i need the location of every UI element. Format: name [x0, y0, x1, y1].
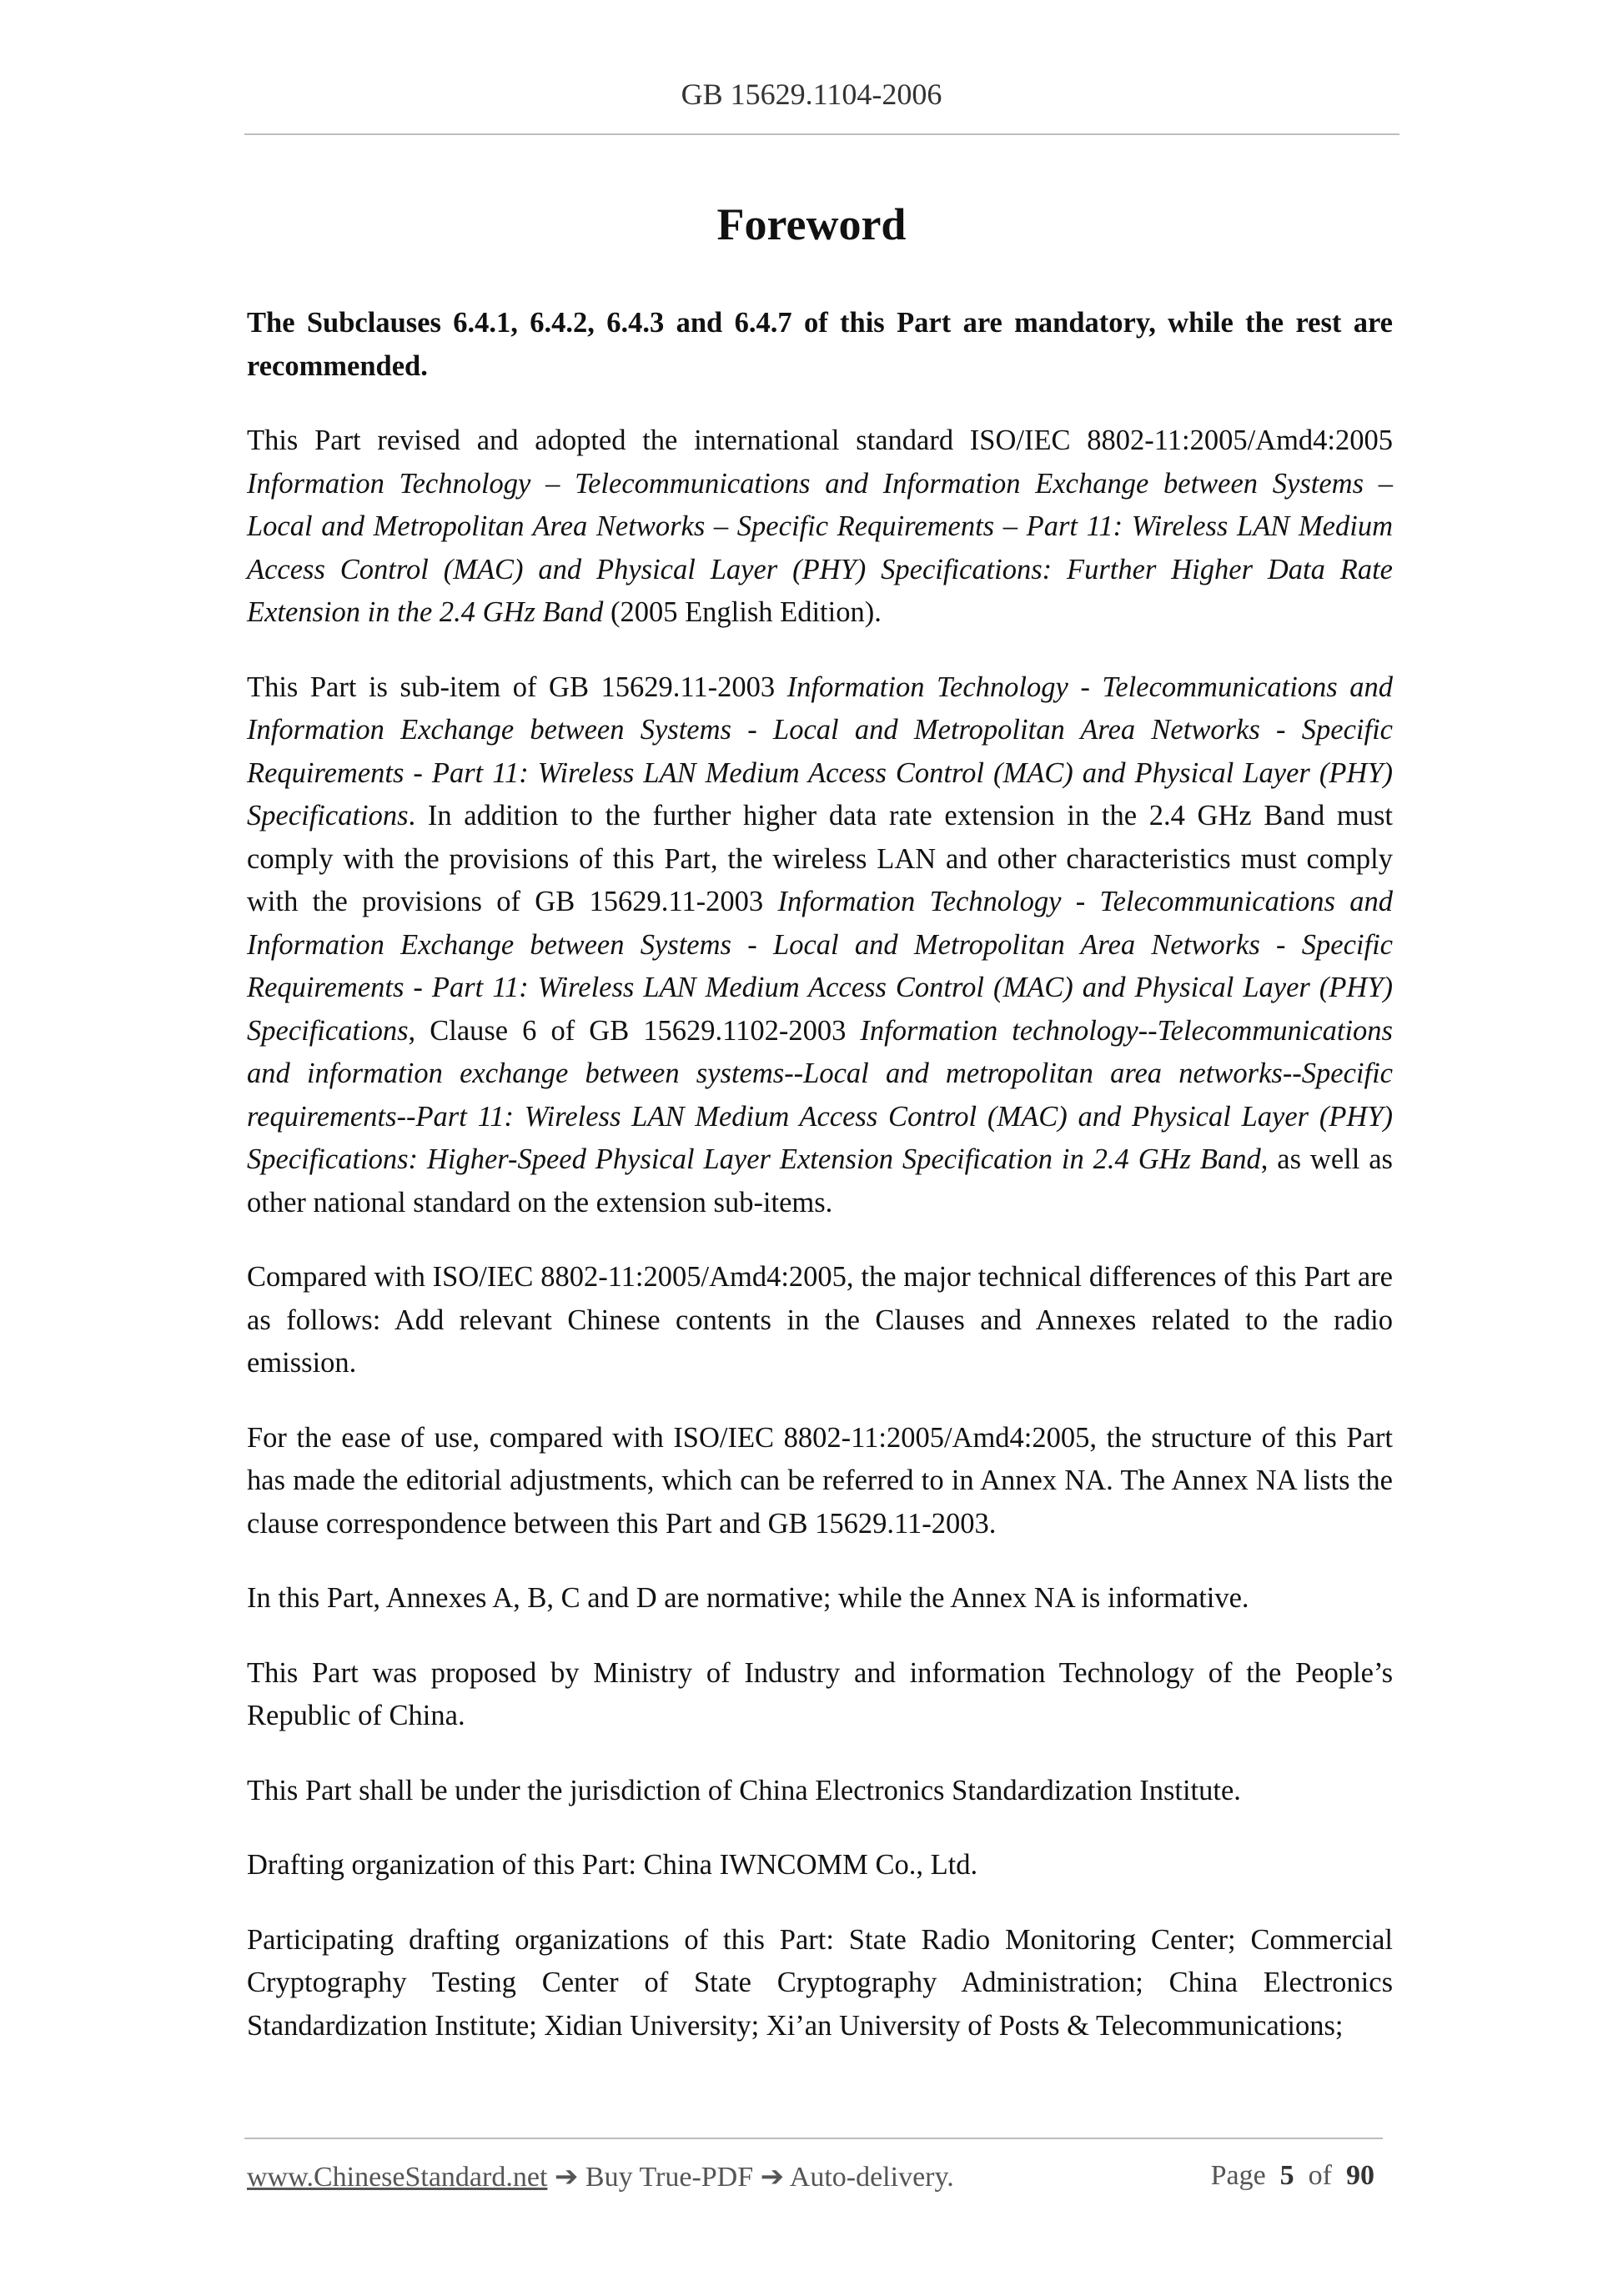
- total-pages-number: 90: [1346, 2160, 1374, 2191]
- paragraph-adoption-edition: (2005 English Edition).: [603, 596, 882, 628]
- page-title: Foreword: [716, 199, 907, 249]
- document-body: [247, 302, 1393, 2079]
- paragraph-sub-item: [247, 666, 1393, 1225]
- paragraph-sub-item-text-3: , Clause 6 of GB 15629.1102-2003: [408, 1014, 861, 1047]
- arrow-right-icon: ➔: [554, 2162, 579, 2193]
- page-counter: [1211, 2160, 1374, 2192]
- paragraph-adoption-text: This Part revised and adopted the international standard ISO/IEC 8802-11:2005/Amd4:2005: [247, 425, 1393, 456]
- paragraph-adoption-title: Information Technology – Telecommunications and Information Exchange between Systems – Local and Metropolitan Area Networks – Specific Requirements – Part 11: Wireless LAN Medium Access Control (MAC) and Physical Layer (PHY) Specifications: Further Higher Data Rate Extension in the 2.4 GHz Band: [247, 467, 1393, 628]
- arrow-right-icon: ➔: [760, 2162, 785, 2193]
- current-page-number: 5: [1279, 2160, 1294, 2191]
- paragraph-jurisdiction: This Part shall be under the jurisdiction of China Electronics Standardization Institute.: [247, 1774, 1241, 1806]
- footer-purchase-info: [247, 2160, 954, 2193]
- paragraph-adoption: [247, 420, 1393, 635]
- footer-divider: [244, 2138, 1383, 2139]
- buy-true-pdf-text: Buy True-PDF: [585, 2162, 754, 2193]
- paragraph-sub-item-title-1: Information Technology - Telecommunications and Information Exchange between Systems - Local and Metropolitan Area Networks - Specific Requirements - Part 11: Wireless LAN Medium Access Control (MAC) and Physical Layer (PHY) Specifications: [247, 671, 1393, 831]
- paragraph-sub-item-text-1: This Part is sub-item of GB 15629.11-2003: [247, 671, 787, 703]
- page-label: Page: [1210, 2160, 1266, 2191]
- paragraph-editorial-adjustments: For the ease of use, compared with ISO/IEC 8802-11:2005/Amd4:2005, the structure of this Part has made the editorial adjustments, which can be referred to in Annex NA. The Annex NA lists the clause correspondence between this Part and GB 15629.11-2003.: [247, 1421, 1393, 1540]
- paragraph-technical-differences: Compared with ISO/IEC 8802-11:2005/Amd4:2005, the major technical differences of this Part are as follows: Add relevant Chinese contents in the Clauses and Annexes related to the radio emission.: [247, 1261, 1393, 1379]
- paragraph-mandatory-clauses: The Subclauses 6.4.1, 6.4.2, 6.4.3 and 6.4.7 of this Part are mandatory, while the rest are recommended.: [247, 307, 1393, 382]
- paragraph-sub-item-text-2: . In addition to the further higher data rate extension in the 2.4 GHz Band must comply with the provisions of this Part, the wireless LAN and other characteristics must comply with the provisions of GB 15629.11-2003: [247, 800, 1393, 917]
- paragraph-annexes: In this Part, Annexes A, B, C and D are normative; while the Annex NA is informative.: [247, 1582, 1249, 1614]
- website-link[interactable]: www.ChineseStandard.net: [247, 2162, 548, 2193]
- paragraph-participating-organizations: Participating drafting organizations of this Part: State Radio Monitoring Center; Commercial Cryptography Testing Center of State Cryptography Administration; China Electronics Standardization Institute; Xidian University; Xi’an University of Posts & Telecommunications;: [247, 1923, 1393, 2042]
- of-label: of: [1308, 2160, 1332, 2191]
- paragraph-sub-item-title-3: Information technology--Telecommunications and information exchange between systems--Local and metropolitan area networks--Specific requirements--Part 11: Wireless LAN Medium Access Control (MAC) and Physical Layer (PHY) Specifications: Higher-Speed Physical Layer Extension Specification in 2.4 GHz Band: [247, 1014, 1393, 1175]
- header-standard-number: GB 15629.1104-2006: [681, 78, 942, 111]
- paragraph-sub-item-text-4: , as well as other national standard on the extension sub-items.: [247, 1143, 1393, 1218]
- paragraph-sub-item-title-2: Information Technology - Telecommunications and Information Exchange between Systems - Local and Metropolitan Area Networks - Specific Requirements - Part 11: Wireless LAN Medium Access Control (MAC) and Physical Layer (PHY) Specifications: [247, 886, 1393, 1047]
- header-divider: [244, 133, 1399, 135]
- auto-delivery-text: Auto-delivery.: [789, 2162, 954, 2193]
- paragraph-proposed-by: This Part was proposed by Ministry of Industry and information Technology of the People’s Republic of China.: [247, 1656, 1393, 1731]
- paragraph-drafting-organization: Drafting organization of this Part: China IWNCOMM Co., Ltd.: [247, 1849, 978, 1881]
